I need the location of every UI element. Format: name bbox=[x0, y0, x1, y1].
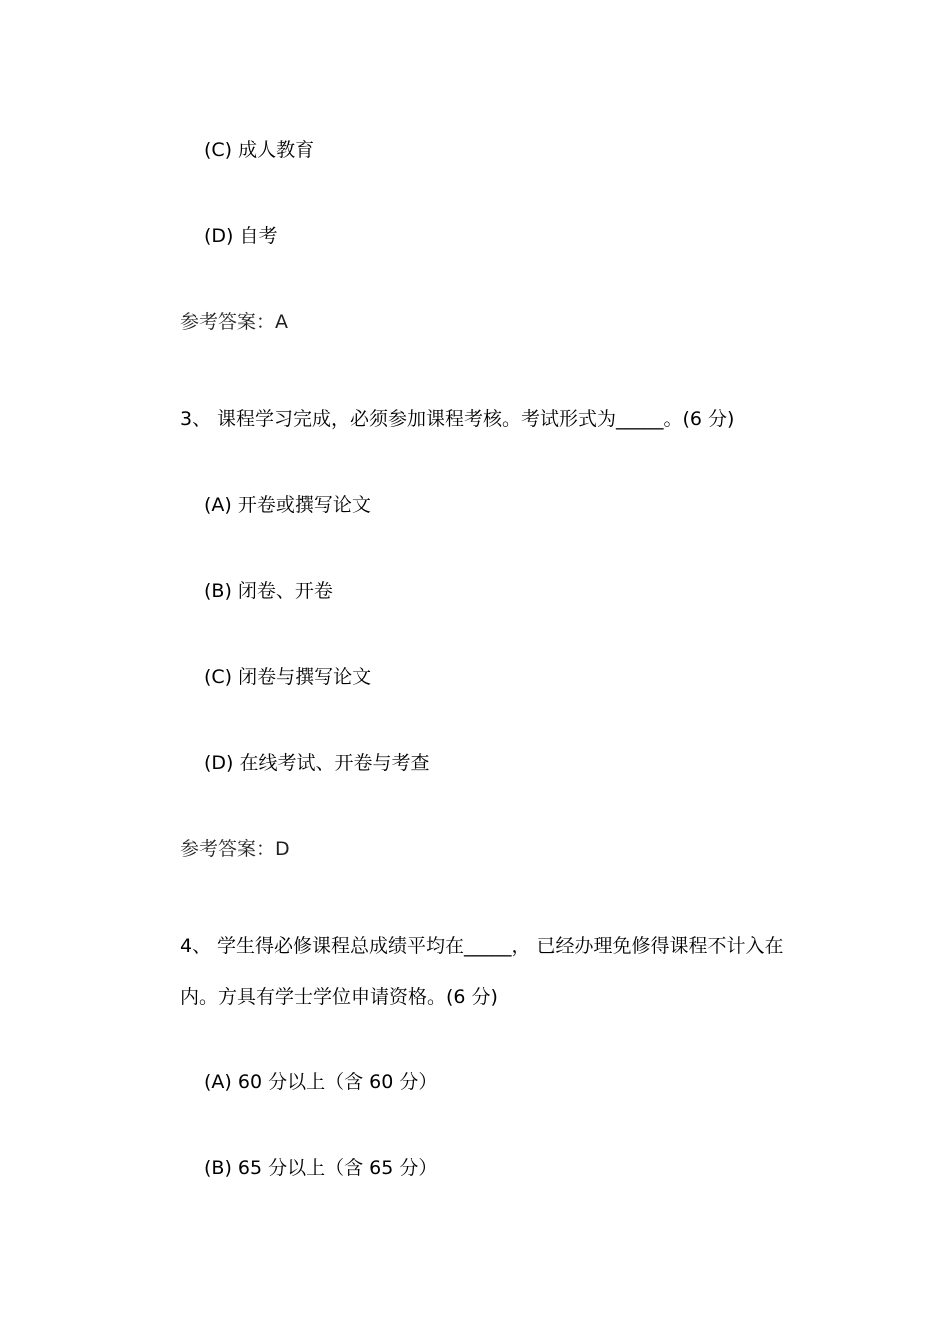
reference-answer: 参考答案：A bbox=[180, 311, 288, 333]
question-number: 4、 bbox=[180, 935, 212, 957]
question-3 bbox=[180, 407, 734, 431]
option-a: (A) 开卷或撰写论文 bbox=[204, 494, 371, 516]
reference-answer: 参考答案：D bbox=[180, 838, 290, 860]
option-b: (B) 65 分以上（含 65 分） bbox=[204, 1157, 438, 1179]
question-number: 3、 bbox=[180, 408, 212, 430]
option-a: (A) 60 分以上（含 60 分） bbox=[204, 1071, 438, 1093]
option-d: (D) 在线考试、开卷与考查 bbox=[204, 752, 430, 774]
question-text: 学生得必修课程总成绩平均在_____， 已经办理免修得课程不计入在 bbox=[217, 935, 784, 957]
option-c: (C) 成人教育 bbox=[204, 139, 315, 161]
question-text: 课程学习完成，必须参加课程考核。考试形式为_____。(6 分) bbox=[217, 408, 735, 430]
question-text-continued: 内。方具有学士学位申请资格。(6 分) bbox=[180, 986, 498, 1008]
option-c: (C) 闭卷与撰写论文 bbox=[204, 666, 372, 688]
option-d: (D) 自考 bbox=[204, 225, 278, 247]
option-b: (B) 闭卷、开卷 bbox=[204, 580, 333, 602]
question-4 bbox=[180, 934, 784, 958]
